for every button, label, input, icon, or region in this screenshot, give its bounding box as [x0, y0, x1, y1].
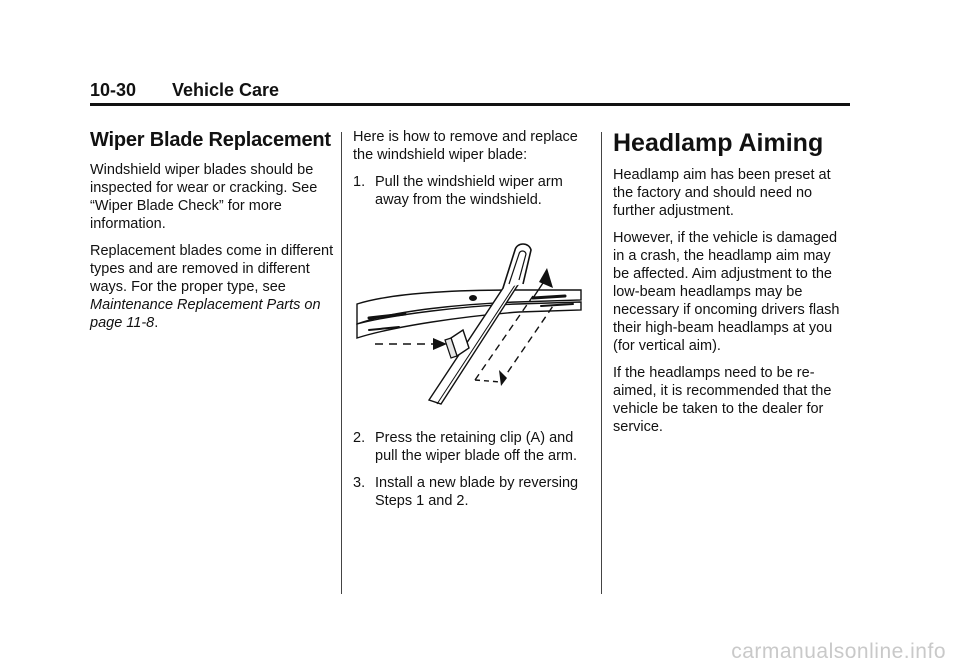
steps-intro: Here is how to remove and replace the windshield wiper blade:: [353, 129, 578, 163]
middle-column: [353, 128, 589, 519]
header-rule: [90, 103, 850, 106]
step-number: 3.: [353, 475, 366, 491]
section-heading-wiper: Wiper Blade Replacement: [90, 129, 331, 151]
step-number: 2.: [353, 430, 366, 446]
step-item: [353, 173, 589, 209]
headlamp-paragraph: However, if the vehicle is damaged in a crash, the headlamp aim may be affected. Aim adjustment to the low-beam headlamps may be necessary if oncoming drivers flash their high-beam headlamps at you (for vertical aim).: [613, 230, 840, 354]
headlamp-paragraph: Headlamp aim has been preset at the factory and should need no further adjustment.: [613, 167, 831, 219]
right-column: [613, 128, 845, 445]
wiper-arm-illustration: [355, 240, 583, 408]
wiper-paragraph-2-end: .: [154, 315, 159, 331]
step-text: Press the retaining clip (A) and pull the wiper blade off the arm.: [375, 430, 578, 464]
step-text: Install a new blade by reversing Steps 1 and 2.: [375, 475, 579, 509]
step-item: [353, 429, 589, 465]
step-item: [353, 474, 589, 510]
headlamp-paragraph: If the headlamps need to be re-aimed, it is recommended that the vehicle be taken to the dealer for service.: [613, 365, 832, 435]
step-number: 1.: [353, 174, 366, 190]
left-column: [90, 128, 336, 341]
step-text: Pull the windshield wiper arm away from the windshield.: [375, 174, 563, 208]
column-divider-right: [601, 132, 602, 594]
page-number: 10-30: [90, 80, 137, 100]
wiper-paragraph-1: Windshield wiper blades should be inspected for wear or cracking. See “Wiper Blade Check” for more information.: [90, 162, 318, 232]
cross-reference-link[interactable]: Maintenance Replacement Parts on page 11-8: [90, 297, 321, 331]
watermark: carmanualsonline.info: [731, 640, 946, 663]
chapter-title: Vehicle Care: [172, 80, 280, 100]
wiper-paragraph-2: [90, 242, 336, 332]
section-heading-headlamp: Headlamp Aiming: [613, 129, 824, 157]
column-divider-left: [341, 132, 342, 594]
page-header: [90, 80, 850, 104]
wiper-paragraph-2-text: Replacement blades come in different types and are removed in different ways. For the proper type, see: [90, 243, 334, 295]
